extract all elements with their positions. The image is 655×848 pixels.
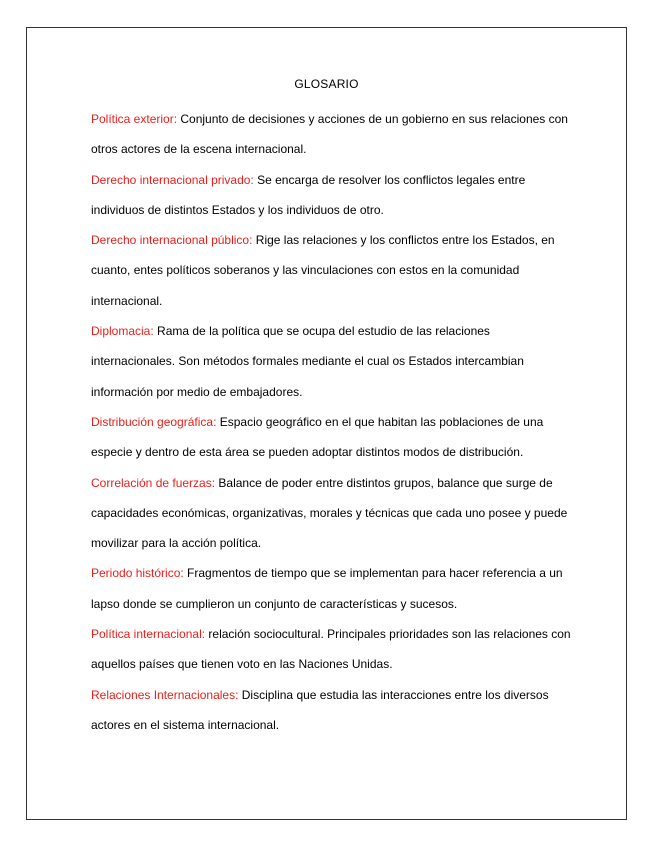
glossary-term: Distribución geográfica: — [91, 414, 217, 429]
glossary-entry — [91, 316, 573, 407]
glossary-term: Política exterior: — [91, 112, 178, 126]
document-page — [26, 27, 627, 820]
glossary-term: Derecho internacional privado: — [91, 172, 254, 187]
glossary-definition: Fragmentos de tiempo que se implementan para hacer referencia a un lapso donde se cumplieron un conjunto de características y sucesos. — [91, 566, 563, 611]
glossary-definition: Rige las relaciones y los conflictos entre los Estados, en cuanto, entes políticos soberanos y las vinculaciones con estos en la comunidad internacional. — [91, 233, 555, 308]
glossary-entry — [91, 104, 573, 165]
document-title: GLOSARIO — [294, 77, 359, 91]
glossary-entry — [91, 558, 573, 619]
glossary-entry — [91, 407, 573, 468]
glossary-entry — [91, 225, 573, 316]
glossary-term: Diplomacia: — [91, 324, 154, 339]
glossary-term: Correlación de fuerzas: — [91, 475, 216, 490]
glossary-list — [91, 104, 573, 740]
glossary-definition: Se encarga de resolver los conflictos legales entre individuos de distintos Estados y los individuos de otro. — [91, 172, 526, 217]
glossary-definition: relación sociocultural. Principales prioridades son las relaciones con aquellos países que tienen voto en las Naciones Unidas. — [91, 627, 571, 672]
glossary-term: Relaciones Internacionales: — [91, 687, 239, 702]
glossary-term: Derecho internacional público: — [91, 233, 253, 248]
glossary-definition: Conjunto de decisiones y acciones de un gobierno en sus relaciones con otros actores de la escena internacional. — [91, 112, 568, 157]
glossary-definition: Espacio geográfico en el que habitan las poblaciones de una especie y dentro de esta área se pueden adoptar distintos modos de distribución. — [91, 414, 544, 460]
glossary-entry — [91, 680, 573, 741]
glossary-definition: Rama de la política que se ocupa del estudio de las relaciones internacionales. Son métodos formales mediante el cual os Estados intercambian información por medio de embajadores. — [91, 324, 524, 399]
glossary-term: Periodo histórico: — [91, 566, 184, 581]
glossary-definition: Balance de poder entre distintos grupos, balance que surge de capacidades económicas, organizativas, morales y técnicas que cada uno posee y puede movilizar para la acción política. — [91, 475, 568, 551]
glossary-entry — [91, 468, 573, 559]
glossary-definition: Disciplina que estudia las interacciones entre los diversos actores en el sistema internacional. — [91, 687, 549, 732]
glossary-entry — [91, 165, 573, 226]
glossary-term: Política internacional: — [91, 627, 206, 642]
glossary-entry — [91, 619, 573, 680]
